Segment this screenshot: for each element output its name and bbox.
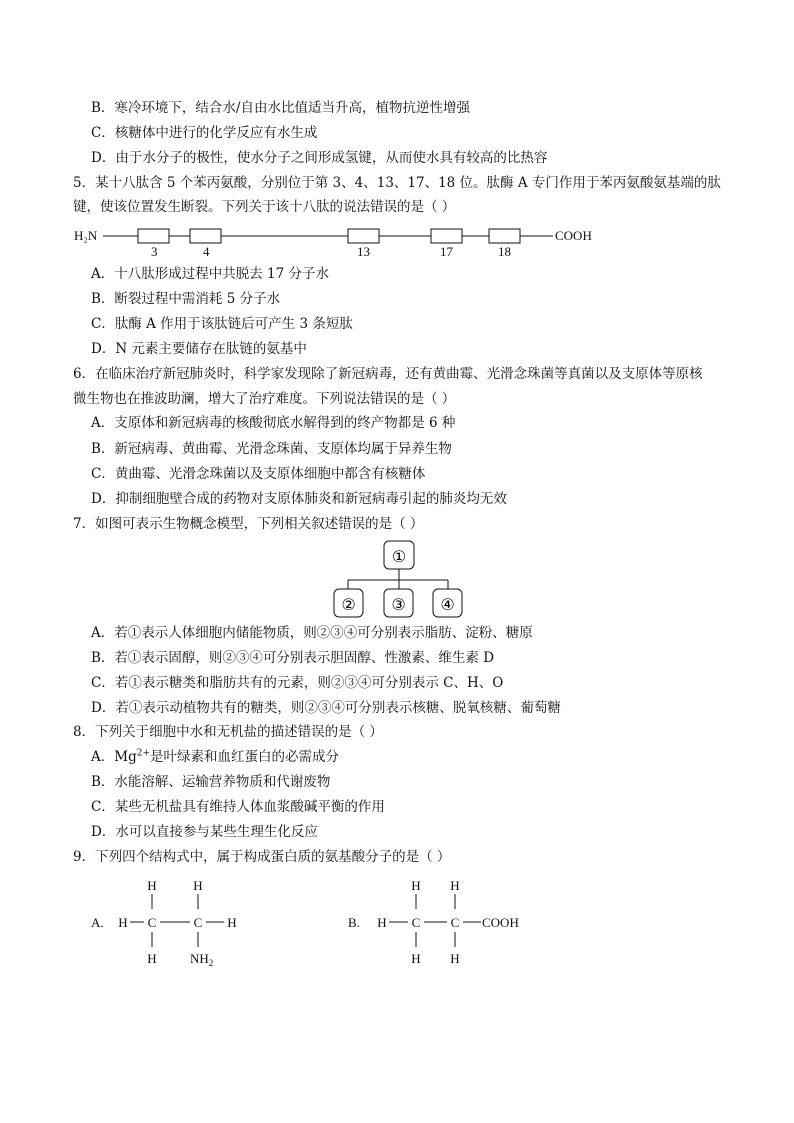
atom-h: H — [147, 951, 157, 966]
amino-group: $NH_2$ — [190, 951, 214, 968]
q4-option-d: D．由于水分子的极性，使水分子之间形成氢键，从而使水具有较高的比热容 — [91, 150, 548, 166]
carboxyl-group: COOH — [482, 915, 519, 930]
q5-stem-line2: 键，使该位置发生断裂。下列关于该十八肽的说法错误的是（ ） — [73, 199, 456, 215]
q8-option-c: C．某些无机盐具有维持人体血浆酸碱平衡的作用 — [91, 799, 385, 815]
position-label: 17 — [440, 244, 453, 259]
q7-option-d: D．若①表示动植物共有的糖类，则②③④可分别表示核糖、脱氧核糖、葡萄糖 — [91, 700, 561, 716]
position-label: 18 — [498, 244, 511, 259]
q5-option-c: C．肽酶 A 作用于该肽链后可产生 3 条短肽 — [91, 316, 353, 332]
concept-model-diagram — [330, 538, 470, 620]
q8-option-d: D．水可以直接参与某些生理生化反应 — [91, 824, 318, 840]
residue-box — [348, 229, 379, 243]
q5-option-a: A．十八肽形成过程中共脱去 17 分子水 — [91, 266, 330, 282]
atom-c: C — [450, 915, 460, 930]
atom-c: C — [147, 915, 157, 930]
atom-c: C — [411, 915, 421, 930]
formula-a-label: A. — [91, 915, 104, 930]
q7-option-c: C．若①表示糖类和脂肪共有的元素，则②③④可分别表示 C、H、O — [91, 675, 504, 691]
residue-box — [489, 229, 520, 243]
peptide-chain-diagram — [70, 222, 630, 260]
structural-formula-b — [345, 872, 545, 972]
position-label: 4 — [203, 244, 210, 259]
concept-label-child: ② — [341, 595, 356, 614]
chain-left-end: H₂N — [74, 228, 98, 243]
atom-h: H — [450, 951, 460, 966]
concept-label-child: ③ — [391, 595, 406, 614]
atom-c: C — [193, 915, 203, 930]
q6-stem-line2: 微生物也在推波助澜，增大了治疗难度。下列说法错误的是（ ） — [73, 391, 456, 407]
q8-option-a — [91, 748, 339, 766]
q4-option-c: C．核糖体中进行的化学反应有水生成 — [91, 125, 318, 141]
atom-h: H — [118, 915, 128, 930]
chain-right-end: COOH — [555, 228, 592, 243]
q6-option-b: B．新冠病毒、黄曲霉、光滑念珠菌、支原体均属于异养生物 — [91, 441, 452, 457]
formula-b-label: B. — [348, 915, 360, 930]
position-label: 3 — [151, 244, 158, 259]
q6-option-d: D．抑制细胞壁合成的药物对支原体肺炎和新冠病毒引起的肺炎均无效 — [91, 491, 507, 507]
atom-h: H — [227, 915, 237, 930]
q9-stem: 9．下列四个结构式中，属于构成蛋白质的氨基酸分子的是（ ） — [73, 849, 451, 865]
q8-stem: 8．下列关于细胞中水和无机盐的描述错误的是（ ） — [73, 724, 383, 740]
q6-option-c: C．黄曲霉、光滑念珠菌以及支原体细胞中都含有核糖体 — [91, 466, 426, 482]
atom-h: H — [411, 878, 421, 893]
q6-stem-line1: 6．在临床治疗新冠肺炎时，科学家发现除了新冠病毒，还有黄曲霉、光滑念珠菌等真菌以及支原体等原核 — [73, 366, 703, 382]
residue-box — [190, 229, 221, 243]
q7-option-b: B．若①表示固醇，则②③④可分别表示胆固醇、性激素、维生素 D — [91, 650, 495, 666]
q6-option-a: A．支原体和新冠病毒的核酸彻底水解得到的终产物都是 6 种 — [91, 415, 456, 431]
q5-option-b: B．断裂过程中需消耗 5 分子水 — [91, 291, 281, 307]
q7-stem: 7．如图可表示生物概念模型，下列相关叙述错误的是（ ） — [73, 516, 424, 532]
q5-option-d: D．N 元素主要储存在肽链的氨基中 — [91, 341, 307, 357]
atom-h: H — [411, 951, 421, 966]
residue-box — [431, 229, 462, 243]
atom-h: H — [193, 878, 203, 893]
residue-box — [138, 229, 169, 243]
q8-option-a-prefix: A．Mg — [91, 749, 137, 765]
atom-h: H — [147, 878, 157, 893]
q8-option-b: B．水能溶解、运输营养物质和代谢废物 — [91, 774, 331, 790]
concept-label-top: ① — [391, 547, 407, 566]
q7-option-a: A．若①表示人体细胞内储能物质，则②③④可分别表示脂肪、淀粉、糖原 — [91, 625, 533, 641]
q5-stem-line1: 5．某十八肽含 5 个苯丙氨酸，分别位于第 3、4、13、17、18 位。肽酶 A 专门作用于苯丙氨酸氨基端的肽 — [73, 175, 721, 191]
position-label: 13 — [357, 244, 370, 259]
atom-h: H — [450, 878, 460, 893]
atom-h: H — [377, 915, 387, 930]
q8-option-a-charge: 2+ — [136, 748, 150, 759]
q8-option-a-text: 是叶绿素和血红蛋白的必需成分 — [150, 749, 339, 765]
concept-label-child: ④ — [440, 595, 455, 614]
q4-option-b: B．寒冷环境下，结合水/自由水比值适当升高，植物抗逆性增强 — [91, 100, 470, 116]
structural-formula-a — [88, 872, 258, 972]
